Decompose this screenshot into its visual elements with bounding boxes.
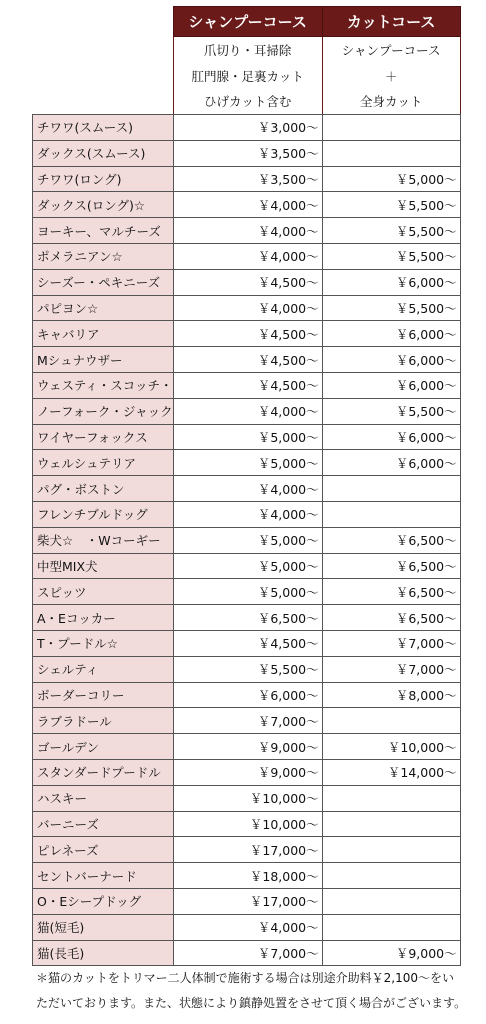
breed-name-cell: パグ・ボストン	[33, 476, 174, 502]
shampoo-price-cell: ￥4,000～	[173, 914, 322, 940]
desc-row-2	[33, 63, 461, 89]
shampoo-desc-line: ひげカット含む	[173, 89, 322, 115]
breed-name-cell: ラブラドール	[33, 708, 174, 734]
cut-price-cell	[322, 501, 460, 527]
cut-price-cell	[322, 115, 460, 141]
cut-price-cell: ￥8,000～	[322, 682, 460, 708]
table-row	[33, 115, 461, 141]
shampoo-price-cell: ￥17,000～	[173, 888, 322, 914]
cut-price-cell	[322, 888, 460, 914]
table-row	[33, 579, 461, 605]
cut-price-cell	[322, 863, 460, 889]
cut-price-cell: ￥6,000～	[322, 347, 460, 373]
cut-price-cell: ￥14,000～	[322, 759, 460, 785]
price-table-wrapper	[32, 6, 461, 966]
shampoo-price-cell: ￥4,500～	[173, 269, 322, 295]
desc-blank-cell	[33, 89, 174, 115]
table-row	[33, 501, 461, 527]
table-row	[33, 863, 461, 889]
cut-price-cell: ￥6,000～	[322, 424, 460, 450]
shampoo-desc-line: 爪切り・耳掃除	[173, 37, 322, 63]
cut-price-cell: ￥6,000～	[322, 269, 460, 295]
table-row	[33, 527, 461, 553]
cut-price-cell	[322, 708, 460, 734]
cut-price-cell: ￥5,500～	[322, 295, 460, 321]
cut-desc-line: ＋	[322, 63, 460, 89]
cut-price-cell: ￥5,500～	[322, 218, 460, 244]
breed-name-cell: スピッツ	[33, 579, 174, 605]
footnote	[36, 966, 476, 1016]
shampoo-price-cell: ￥4,500～	[173, 372, 322, 398]
table-row	[33, 295, 461, 321]
footnote-line: ただいております。また、状態により鎮静処置をさせて頂く場合がございます。	[36, 996, 467, 1010]
table-row	[33, 630, 461, 656]
table-row	[33, 785, 461, 811]
breed-name-cell: ダックス(スムース)	[33, 140, 174, 166]
table-row	[33, 656, 461, 682]
table-row	[33, 424, 461, 450]
breed-name-cell: バーニーズ	[33, 811, 174, 837]
cut-price-cell: ￥7,000～	[322, 630, 460, 656]
breed-name-cell: ボーダーコリー	[33, 682, 174, 708]
shampoo-price-cell: ￥4,000～	[173, 192, 322, 218]
shampoo-price-cell: ￥4,000～	[173, 476, 322, 502]
table-row	[33, 218, 461, 244]
breed-name-cell: ハスキー	[33, 785, 174, 811]
desc-row-3	[33, 89, 461, 115]
shampoo-price-cell: ￥10,000～	[173, 811, 322, 837]
table-row	[33, 166, 461, 192]
shampoo-price-cell: ￥9,000～	[173, 759, 322, 785]
breed-name-cell: ノーフォーク・ジャック	[33, 398, 174, 424]
shampoo-price-cell: ￥3,500～	[173, 140, 322, 166]
shampoo-price-cell: ￥5,500～	[173, 656, 322, 682]
price-table	[32, 6, 461, 966]
shampoo-price-cell: ￥18,000～	[173, 863, 322, 889]
breed-name-cell: 猫(長毛)	[33, 940, 174, 966]
breed-name-cell: 中型MIX犬	[33, 553, 174, 579]
header-blank-cell	[33, 7, 174, 37]
shampoo-price-cell: ￥6,000～	[173, 682, 322, 708]
cut-price-cell	[322, 476, 460, 502]
shampoo-price-cell: ￥9,000～	[173, 734, 322, 760]
breed-name-cell: ワイヤーフォックス	[33, 424, 174, 450]
cut-price-cell	[322, 837, 460, 863]
shampoo-price-cell: ￥4,500～	[173, 347, 322, 373]
table-row	[33, 269, 461, 295]
footnote-line: ＊猫のカットをトリマー二人体制で施術する場合は別途介助料￥2,100～をい	[36, 971, 454, 985]
table-row	[33, 140, 461, 166]
breed-name-cell: A・Eコッカー	[33, 605, 174, 631]
table-row	[33, 476, 461, 502]
cut-price-cell	[322, 914, 460, 940]
breed-name-cell: フレンチブルドッグ	[33, 501, 174, 527]
shampoo-price-cell: ￥5,000～	[173, 553, 322, 579]
shampoo-price-cell: ￥3,500～	[173, 166, 322, 192]
breed-name-cell: T・プードル☆	[33, 630, 174, 656]
table-row	[33, 372, 461, 398]
desc-blank-cell	[33, 63, 174, 89]
breed-name-cell: シーズー・ペキニーズ	[33, 269, 174, 295]
cut-desc-line: 全身カット	[322, 89, 460, 115]
shampoo-price-cell: ￥4,000～	[173, 295, 322, 321]
shampoo-price-cell: ￥5,000～	[173, 424, 322, 450]
cut-price-cell: ￥5,500～	[322, 243, 460, 269]
table-row	[33, 682, 461, 708]
breed-name-cell: スタンダードプードル	[33, 759, 174, 785]
shampoo-price-cell: ￥4,000～	[173, 398, 322, 424]
shampoo-price-cell: ￥4,000～	[173, 501, 322, 527]
shampoo-price-cell: ￥5,000～	[173, 450, 322, 476]
shampoo-price-cell: ￥17,000～	[173, 837, 322, 863]
cut-price-cell: ￥6,500～	[322, 527, 460, 553]
shampoo-price-cell: ￥5,000～	[173, 579, 322, 605]
cut-desc-line: シャンプーコース	[322, 37, 460, 63]
shampoo-price-cell: ￥7,000～	[173, 940, 322, 966]
cut-price-cell	[322, 140, 460, 166]
breed-name-cell: チワワ(ロング)	[33, 166, 174, 192]
breed-name-cell: 猫(短毛)	[33, 914, 174, 940]
shampoo-price-cell: ￥4,000～	[173, 243, 322, 269]
cut-price-cell: ￥5,000～	[322, 166, 460, 192]
breed-name-cell: パピヨン☆	[33, 295, 174, 321]
table-row	[33, 811, 461, 837]
breed-name-cell: キャバリア	[33, 321, 174, 347]
table-row	[33, 914, 461, 940]
shampoo-price-cell: ￥4,500～	[173, 630, 322, 656]
cut-price-cell: ￥7,000～	[322, 656, 460, 682]
breed-name-cell: チワワ(スムース)	[33, 115, 174, 141]
table-row	[33, 888, 461, 914]
shampoo-price-cell: ￥3,000～	[173, 115, 322, 141]
table-row	[33, 192, 461, 218]
shampoo-price-cell: ￥7,000～	[173, 708, 322, 734]
desc-row-1	[33, 37, 461, 63]
breed-name-cell: ウェルシュテリア	[33, 450, 174, 476]
breed-name-cell: ゴールデン	[33, 734, 174, 760]
cut-price-cell: ￥6,500～	[322, 553, 460, 579]
breed-name-cell: ウェスティ・スコッチ・	[33, 372, 174, 398]
breed-name-cell: ヨーキー、マルチーズ	[33, 218, 174, 244]
table-row	[33, 734, 461, 760]
breed-name-cell: シェルティ	[33, 656, 174, 682]
table-row	[33, 243, 461, 269]
shampoo-price-cell: ￥6,500～	[173, 605, 322, 631]
cut-price-cell: ￥5,500～	[322, 192, 460, 218]
cut-price-cell: ￥5,500～	[322, 398, 460, 424]
breed-name-cell: 柴犬☆ ・Wコーギー	[33, 527, 174, 553]
breed-name-cell: セントバーナード	[33, 863, 174, 889]
breed-name-cell: ポメラニアン☆	[33, 243, 174, 269]
table-row	[33, 321, 461, 347]
breed-name-cell: O・Eシープドッグ	[33, 888, 174, 914]
cut-price-cell: ￥6,000～	[322, 450, 460, 476]
table-row	[33, 759, 461, 785]
breed-name-cell: ピレネーズ	[33, 837, 174, 863]
header-row	[33, 7, 461, 37]
table-row	[33, 347, 461, 373]
shampoo-price-cell: ￥4,500～	[173, 321, 322, 347]
table-row	[33, 605, 461, 631]
breed-name-cell: ダックス(ロング)☆	[33, 192, 174, 218]
cut-price-cell: ￥6,000～	[322, 321, 460, 347]
cut-price-cell: ￥6,000～	[322, 372, 460, 398]
cut-price-cell: ￥6,500～	[322, 579, 460, 605]
shampoo-desc-line: 肛門腺・足裏カット	[173, 63, 322, 89]
cut-price-cell	[322, 785, 460, 811]
desc-blank-cell	[33, 37, 174, 63]
table-row	[33, 940, 461, 966]
table-row	[33, 450, 461, 476]
cut-price-cell: ￥10,000～	[322, 734, 460, 760]
cut-price-cell: ￥9,000～	[322, 940, 460, 966]
cut-price-cell	[322, 811, 460, 837]
shampoo-course-header: シャンプーコース	[173, 7, 322, 37]
cut-course-header: カットコース	[322, 7, 460, 37]
table-row	[33, 398, 461, 424]
price-rows	[33, 115, 461, 966]
table-row	[33, 708, 461, 734]
breed-name-cell: Mシュナウザー	[33, 347, 174, 373]
table-row	[33, 553, 461, 579]
table-row	[33, 837, 461, 863]
shampoo-price-cell: ￥10,000～	[173, 785, 322, 811]
cut-price-cell: ￥6,500～	[322, 605, 460, 631]
shampoo-price-cell: ￥5,000～	[173, 527, 322, 553]
shampoo-price-cell: ￥4,000～	[173, 218, 322, 244]
